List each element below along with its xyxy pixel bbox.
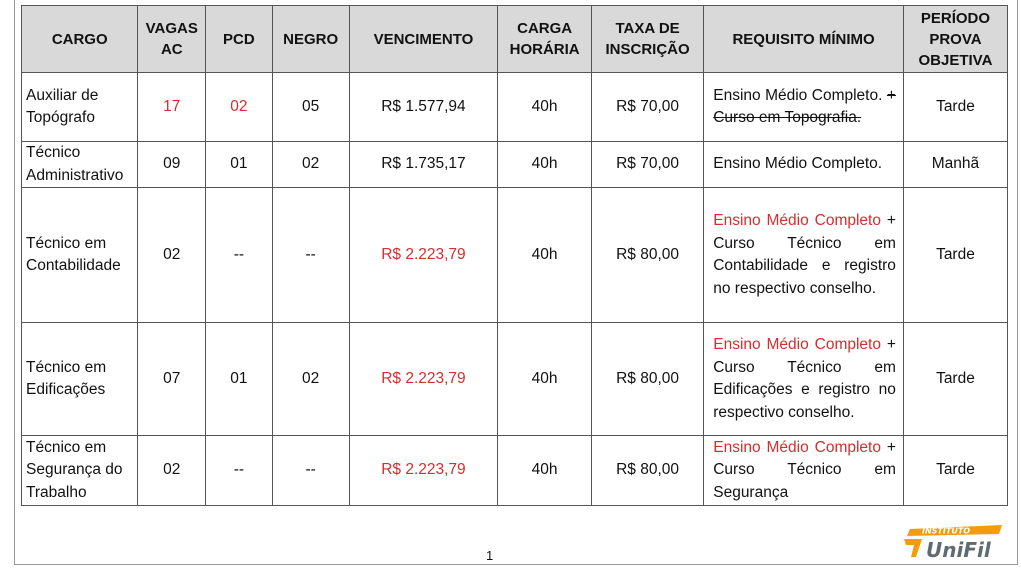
taxa-cell: R$ 80,00 <box>591 436 703 506</box>
vencimento-cell: R$ 2.223,79 <box>349 188 498 323</box>
pcd-cell: 02 <box>206 73 273 142</box>
periodo-cell: Tarde <box>903 188 1007 323</box>
vencimento-cell: R$ 2.223,79 <box>349 323 498 436</box>
pcd-cell: -- <box>206 188 273 323</box>
table-row <box>22 73 1008 142</box>
vencimento-cell: R$ 1.735,17 <box>349 142 498 188</box>
vencimento-cell: R$ 1.577,94 <box>349 73 498 142</box>
requisito-text: + Curso Técnico em Contabilidade e registro no respectivo conselho. <box>713 212 896 297</box>
table-row <box>22 188 1008 323</box>
table-row <box>22 436 1008 506</box>
requisito-text: Ensino Médio Completo. <box>713 155 883 173</box>
carga-cell: 40h <box>498 73 592 142</box>
requisito-highlight-text: Ensino Médio Completo <box>713 212 881 229</box>
periodo-cell: Tarde <box>903 323 1007 436</box>
requisito-cell <box>704 73 904 142</box>
header-requisito-minimo: REQUISITO MÍNIMO <box>704 6 904 73</box>
negro-cell: 05 <box>272 73 349 142</box>
periodo-cell: Tarde <box>903 436 1007 506</box>
header-cargo: CARGO <box>22 6 138 73</box>
logo-main-text: UniFil <box>926 538 991 561</box>
table-header-row <box>22 6 1008 73</box>
cargo-cell: Técnico em Edificações <box>22 323 138 436</box>
carga-cell: 40h <box>498 142 592 188</box>
cargo-cell: Auxiliar de Topógrafo <box>22 73 138 142</box>
requisito-text: + Curso Técnico em Segurança <box>713 438 896 501</box>
header-vencimento: VENCIMENTO <box>349 6 498 73</box>
header-negro: NEGRO <box>272 6 349 73</box>
logo-top-text: INSTITUTO <box>922 526 971 536</box>
header-taxa-inscricao: TAXA DE INSCRIÇÃO <box>591 6 703 73</box>
vagas-ac-cell: 02 <box>138 436 206 506</box>
page-number: 1 <box>486 548 494 563</box>
vagas-ac-cell: 09 <box>138 142 206 188</box>
negro-cell: 02 <box>272 323 349 436</box>
vencimento-cell: R$ 2.223,79 <box>349 436 498 506</box>
header-vagas-ac: VAGAS AC <box>138 6 206 73</box>
pcd-cell: -- <box>206 436 273 506</box>
cargo-cell: Técnico Administrativo <box>22 142 138 188</box>
requisito-cell <box>704 188 904 323</box>
requisito-cell <box>704 323 904 436</box>
carga-cell: 40h <box>498 436 592 506</box>
pcd-cell: 01 <box>206 323 273 436</box>
header-periodo-prova: PERÍODO PROVA OBJETIVA <box>903 6 1007 73</box>
negro-cell: 02 <box>272 142 349 188</box>
cargo-cell: Técnico em Contabilidade <box>22 188 138 323</box>
vacancies-table <box>21 5 1008 506</box>
vagas-ac-cell: 02 <box>138 188 206 323</box>
requisito-highlight-text: Ensino Médio Completo <box>713 438 881 456</box>
requisito-cell <box>704 436 904 506</box>
requisito-struck-text: + Curso em Topografia. <box>713 86 896 126</box>
negro-cell: -- <box>272 188 349 323</box>
cargo-cell: Técnico em Segurança do Trabalho <box>22 436 138 506</box>
vagas-ac-cell: 17 <box>138 73 206 142</box>
vagas-ac-cell: 07 <box>138 323 206 436</box>
requisito-highlight-text: Ensino Médio Completo <box>713 336 881 353</box>
carga-cell: 40h <box>498 323 592 436</box>
taxa-cell: R$ 70,00 <box>591 142 703 188</box>
requisito-text: + Curso Técnico em Edificações e registro no respectivo conselho. <box>713 336 896 421</box>
pcd-cell: 01 <box>206 142 273 188</box>
taxa-cell: R$ 80,00 <box>591 188 703 323</box>
requisito-cell <box>704 142 904 188</box>
negro-cell: -- <box>272 436 349 506</box>
taxa-cell: R$ 80,00 <box>591 323 703 436</box>
periodo-cell: Tarde <box>903 73 1007 142</box>
requisito-text: Ensino Médio Completo. <box>713 86 887 104</box>
table-row <box>22 323 1008 436</box>
periodo-cell: Manhã <box>903 142 1007 188</box>
table-row <box>22 142 1008 188</box>
unifil-logo-icon <box>902 521 1012 561</box>
header-pcd: PCD <box>206 6 273 73</box>
taxa-cell: R$ 70,00 <box>591 73 703 142</box>
carga-cell: 40h <box>498 188 592 323</box>
header-carga-horaria: CARGA HORÁRIA <box>498 6 592 73</box>
